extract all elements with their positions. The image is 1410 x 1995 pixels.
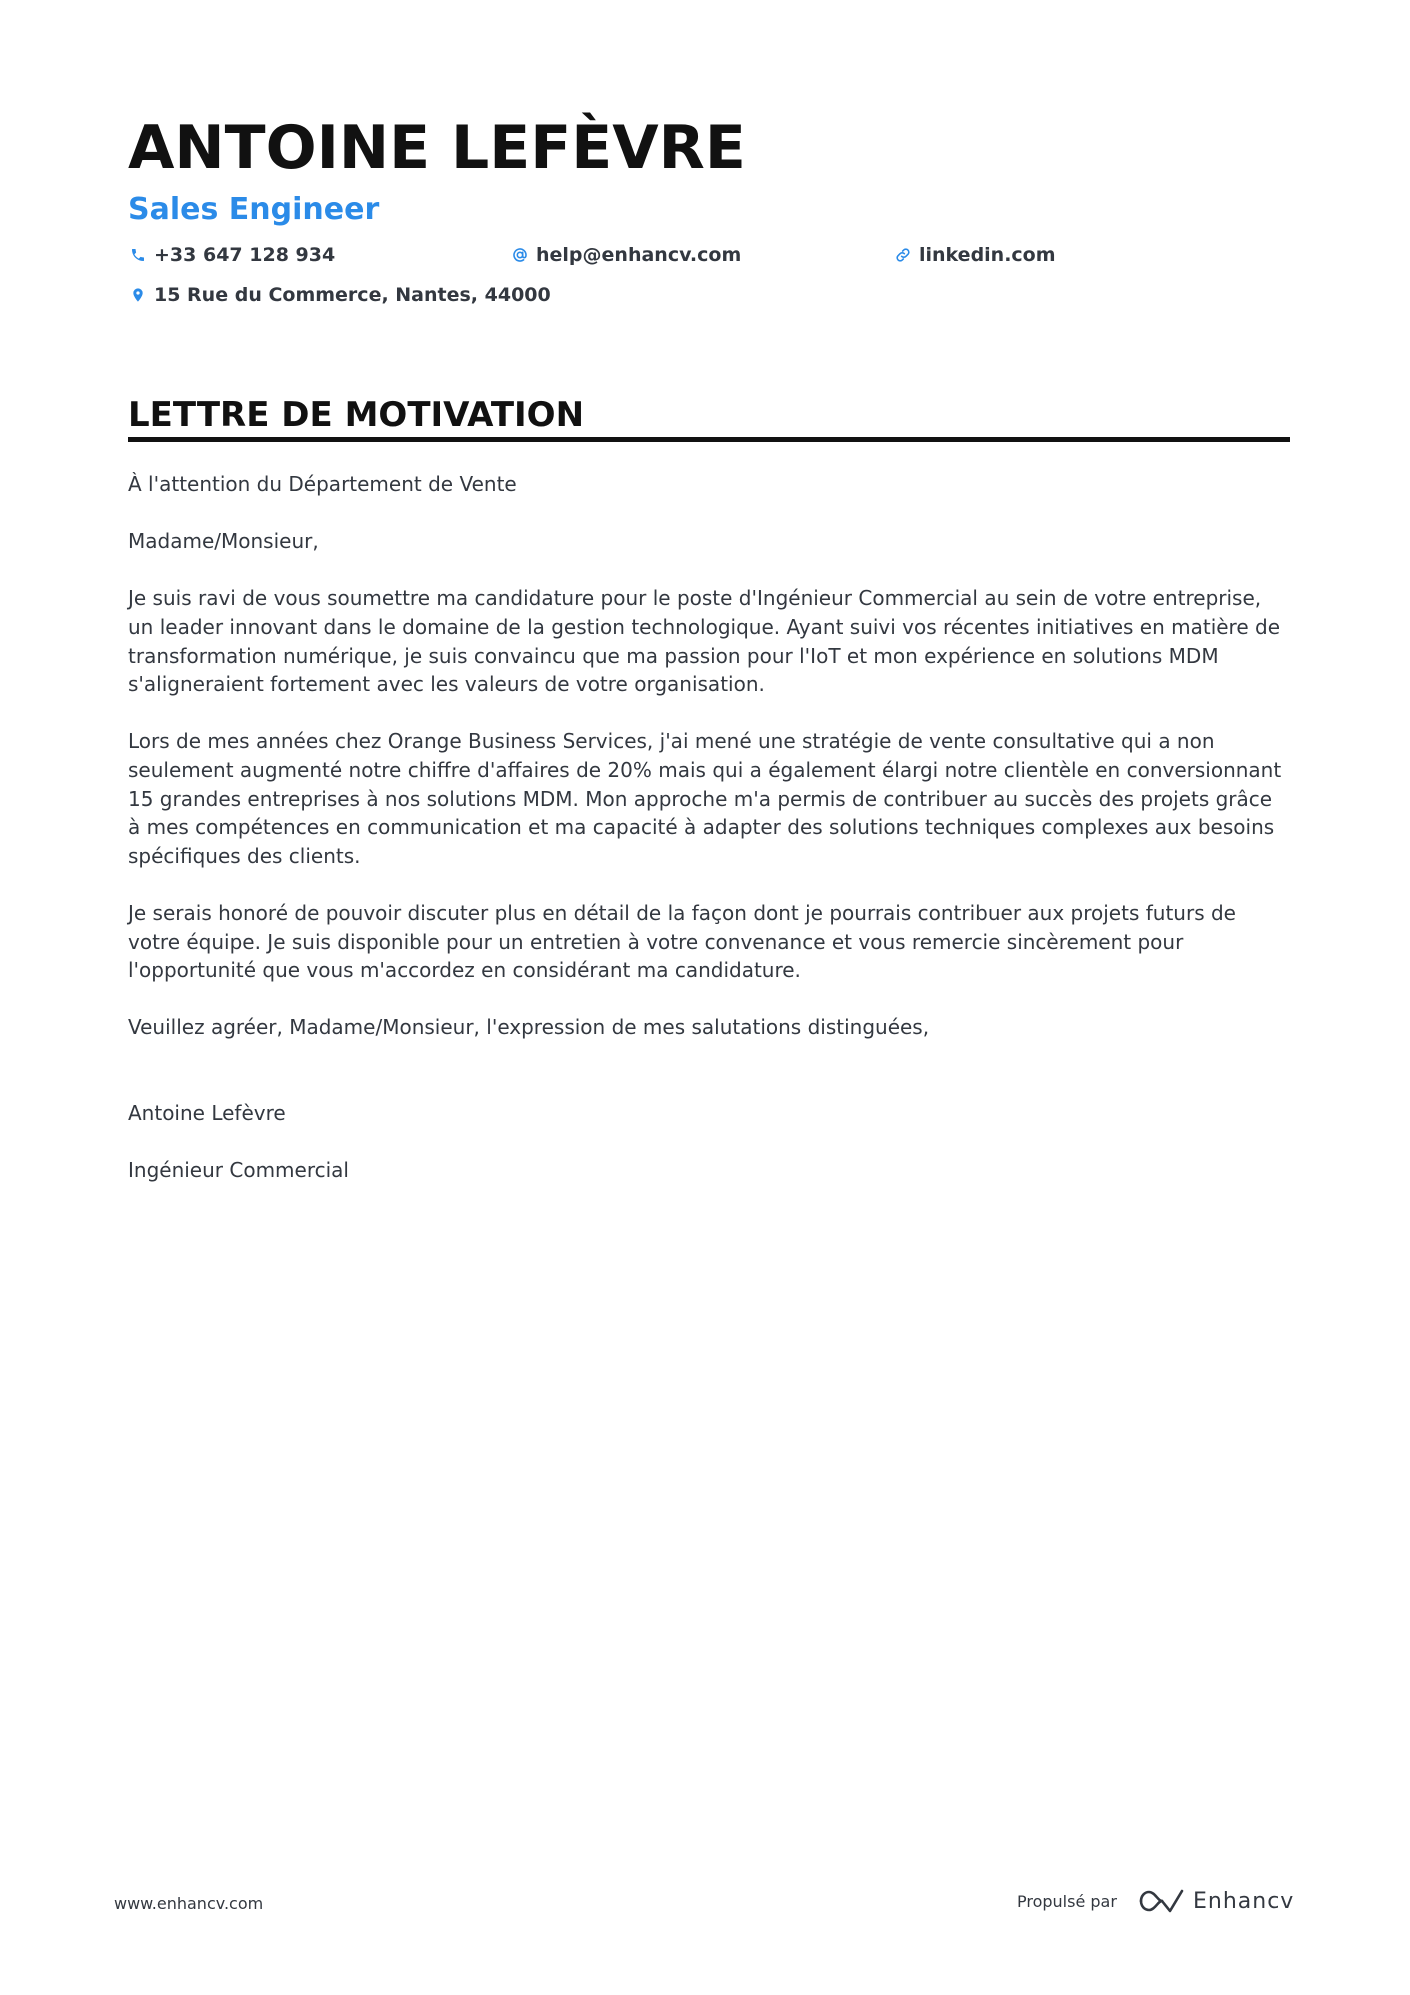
candidate-name: ANTOINE LEFÈVRE — [128, 113, 746, 183]
contact-phone — [128, 241, 335, 269]
location-pin-icon — [128, 285, 148, 305]
contact-link[interactable] — [893, 241, 1056, 269]
signature-title: Ingénieur Commercial — [128, 1158, 349, 1183]
footer-url[interactable]: www.enhancv.com — [114, 1894, 264, 1913]
letter-body — [128, 470, 1290, 1213]
enhancv-logo-icon — [1137, 1886, 1185, 1916]
section-divider — [128, 437, 1290, 442]
link-icon — [893, 245, 913, 265]
letter-paragraph: Je serais honoré de pouvoir discuter plus en détail de la façon dont je pourrais contribuer aux projets futurs de votre équipe. Je suis disponible pour un entretien à votre convenance et vous remercie sincèrement pour l'opportunité que vous m'accordez en considérant ma candidature. — [128, 900, 1236, 983]
section-title: LETTRE DE MOTIVATION — [128, 395, 585, 435]
contact-email-text[interactable]: help@enhancv.com — [536, 244, 742, 266]
footer-powered-by: Propulsé par — [1017, 1892, 1117, 1911]
footer-logo[interactable] — [1137, 1883, 1294, 1919]
letter-closing: Veuillez agréer, Madame/Monsieur, l'expression de mes salutations distinguées, — [128, 1015, 930, 1040]
contact-address-text: 15 Rue du Commerce, Nantes, 44000 — [154, 284, 551, 306]
contact-link-text[interactable]: linkedin.com — [919, 244, 1056, 266]
letter-paragraph: Lors de mes années chez Orange Business Services, j'ai mené une stratégie de vente consultative qui a non seulement augmenté notre chiffre d'affaires de 20% mais qui a également élargi notre clientèle en conversionnant 15 grandes entreprises à nos solutions MDM. Mon approche m'a permis de contribuer au succès des projets grâce à mes compétences en communication et ma capacité à adapter des solutions techniques complexes aux besoins spécifiques des clients. — [128, 729, 1282, 868]
letter-paragraph: Je suis ravi de vous soumettre ma candidature pour le poste d'Ingénieur Commercial au sein de votre entreprise, un leader innovant dans le domaine de la gestion technologique. Ayant suivi vos récentes initiatives en matière de transformation numérique, je suis convaincu que ma passion pour l'IoT et mon expérience en solutions MDM s'aligneraient fortement avec les valeurs de votre organisation. — [128, 586, 1281, 697]
phone-icon — [128, 245, 148, 265]
letter-recipient: À l'attention du Département de Vente — [128, 472, 517, 496]
contact-email[interactable] — [510, 241, 741, 269]
footer-brand: Enhancv — [1193, 1888, 1295, 1914]
signature-name: Antoine Lefèvre — [128, 1100, 286, 1125]
at-sign-icon — [510, 245, 530, 265]
contact-phone-text: +33 647 128 934 — [154, 244, 336, 266]
candidate-title: Sales Engineer — [128, 192, 380, 227]
letter-salutation: Madame/Monsieur, — [128, 529, 319, 554]
contact-address — [128, 281, 551, 309]
